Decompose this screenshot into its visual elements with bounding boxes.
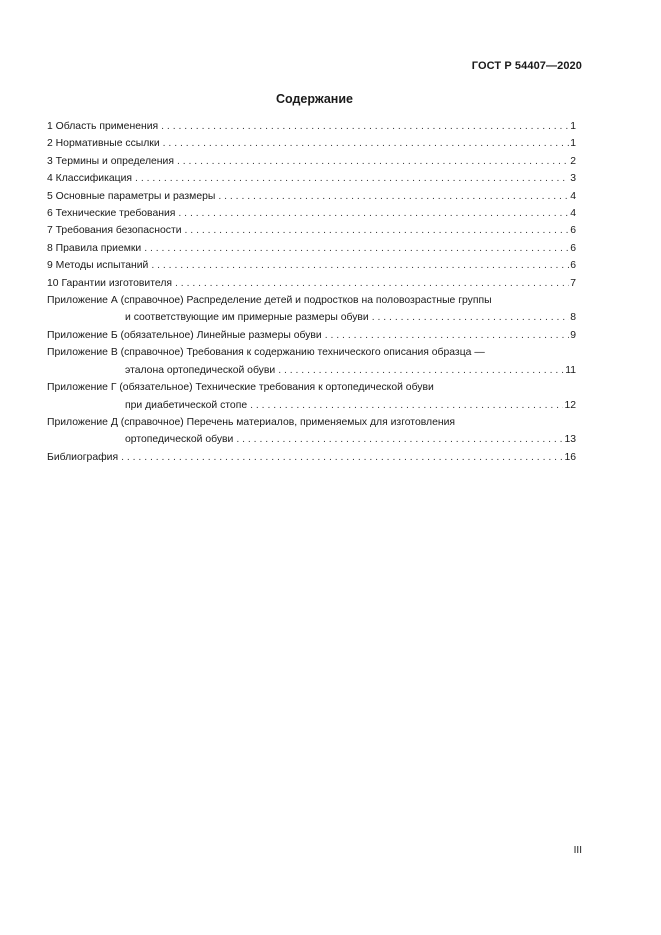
toc-entry-title: 8 Правила приемки	[47, 242, 142, 254]
toc-entry-line	[47, 292, 576, 309]
toc-entry[interactable]	[47, 449, 576, 466]
toc-entry-line	[47, 327, 576, 344]
toc-entry-line	[47, 414, 576, 431]
toc-entry-title: 1 Область применения	[47, 121, 159, 132]
toc-entry-page: 4	[570, 208, 576, 220]
toc-dot-leader	[144, 240, 569, 257]
toc-entry-title: эталона ортопедической обуви	[125, 364, 276, 376]
toc-entry-title: 7 Требования безопасности	[47, 225, 182, 237]
toc-entry-title: ортопедической обуви	[125, 434, 234, 446]
toc-dot-leader	[372, 309, 569, 326]
toc-entry-continuation	[47, 362, 576, 379]
toc-entry[interactable]	[47, 188, 576, 205]
toc-dot-leader	[121, 449, 563, 466]
toc-entry-title: Приложение В (справочное) Требования к содержанию технического описания образца —	[47, 347, 485, 359]
toc-dot-leader	[177, 153, 569, 170]
toc-entry-page: 16	[564, 451, 576, 463]
toc-dot-leader	[278, 362, 564, 379]
toc-entry[interactable]	[47, 327, 576, 344]
toc-title: Содержание	[275, 92, 353, 106]
toc-entry-line	[47, 222, 576, 239]
toc-entry-page: 7	[570, 277, 576, 289]
toc-entry-continuation	[47, 309, 576, 326]
toc-dot-leader	[250, 397, 563, 414]
toc-entry-title: Библиография	[47, 451, 119, 463]
toc-entry-title: 10 Гарантии изготовителя	[47, 277, 173, 289]
toc-entry-title: 6 Технические требования	[47, 208, 176, 220]
toc-entry-line	[47, 205, 576, 222]
toc-dot-leader	[218, 188, 569, 205]
toc-entry-page: 6	[570, 260, 576, 272]
toc-entry-title: 9 Методы испытаний	[47, 260, 149, 272]
toc-dot-leader	[175, 275, 569, 292]
toc-entry[interactable]	[47, 118, 576, 135]
toc-entry-title: Приложение Б (обязательное) Линейные размеры обуви	[47, 329, 322, 341]
toc-entry-page: 8	[570, 312, 576, 324]
toc-entry-title: 2 Нормативные ссылки	[47, 138, 160, 150]
toc-entry[interactable]	[47, 170, 576, 187]
table-of-contents	[47, 118, 576, 466]
toc-entry-page: 12	[564, 399, 576, 411]
toc-dot-leader	[178, 205, 569, 222]
toc-entry[interactable]	[47, 257, 576, 274]
toc-entry[interactable]	[47, 275, 576, 292]
toc-dot-leader	[161, 118, 569, 135]
toc-entry-page: 1	[570, 121, 576, 132]
toc-entry[interactable]	[47, 240, 576, 257]
toc-entry-title: при диабетической стопе	[125, 399, 248, 411]
toc-entry-page: 4	[570, 190, 576, 202]
toc-entry-page: 9	[570, 329, 576, 341]
toc-dot-leader	[151, 257, 569, 274]
toc-entry-line	[47, 170, 576, 187]
page-number: III	[573, 845, 582, 856]
toc-entry-title: и соответствующие им примерные размеры обуви	[125, 312, 369, 324]
toc-entry-line	[47, 153, 576, 170]
toc-entry-title: Приложение А (справочное) Распределение детей и подростков на половозрастные группы	[47, 295, 492, 307]
toc-entry-continuation	[47, 397, 576, 414]
toc-entry-title: 4 Классификация	[47, 173, 133, 185]
toc-entry-line	[47, 344, 576, 361]
toc-entry-title: 5 Основные параметры и размеры	[47, 190, 216, 202]
toc-entry-page: 2	[570, 155, 576, 167]
toc-entry[interactable]	[47, 414, 576, 449]
toc-dot-leader	[185, 222, 570, 239]
toc-entry[interactable]	[47, 379, 576, 414]
toc-entry-line	[47, 118, 576, 135]
toc-entry-line	[47, 135, 576, 152]
toc-entry-line	[47, 240, 576, 257]
toc-dot-leader	[325, 327, 569, 344]
toc-entry-page: 6	[570, 242, 576, 254]
toc-dot-leader	[163, 135, 570, 152]
toc-entry[interactable]	[47, 135, 576, 152]
toc-entry-page: 6	[570, 225, 576, 237]
toc-entry-title: Приложение Г (обязательное) Технические требования к ортопедической обуви	[47, 382, 434, 394]
toc-entry-line	[47, 257, 576, 274]
toc-entry[interactable]	[47, 222, 576, 239]
toc-entry-continuation	[47, 431, 576, 448]
toc-dot-leader	[135, 170, 569, 187]
toc-entry-page: 13	[564, 434, 576, 446]
toc-entry[interactable]	[47, 344, 576, 379]
toc-entry-page: 3	[570, 173, 576, 185]
document-code: ГОСТ Р 54407—2020	[471, 60, 582, 72]
toc-entry[interactable]	[47, 205, 576, 222]
toc-entry-line	[47, 449, 576, 466]
toc-dot-leader	[236, 431, 563, 448]
toc-entry-page: 11	[565, 364, 576, 376]
toc-entry-title: 3 Термины и определения	[47, 155, 174, 167]
toc-entry[interactable]	[47, 153, 576, 170]
toc-entry[interactable]	[47, 292, 576, 327]
toc-entry-page: 1	[570, 138, 576, 150]
toc-entry-line	[47, 379, 576, 396]
toc-entry-title: Приложение Д (справочное) Перечень материалов, применяемых для изготовления	[47, 416, 456, 428]
toc-entry-line	[47, 188, 576, 205]
toc-entry-line	[47, 275, 576, 292]
